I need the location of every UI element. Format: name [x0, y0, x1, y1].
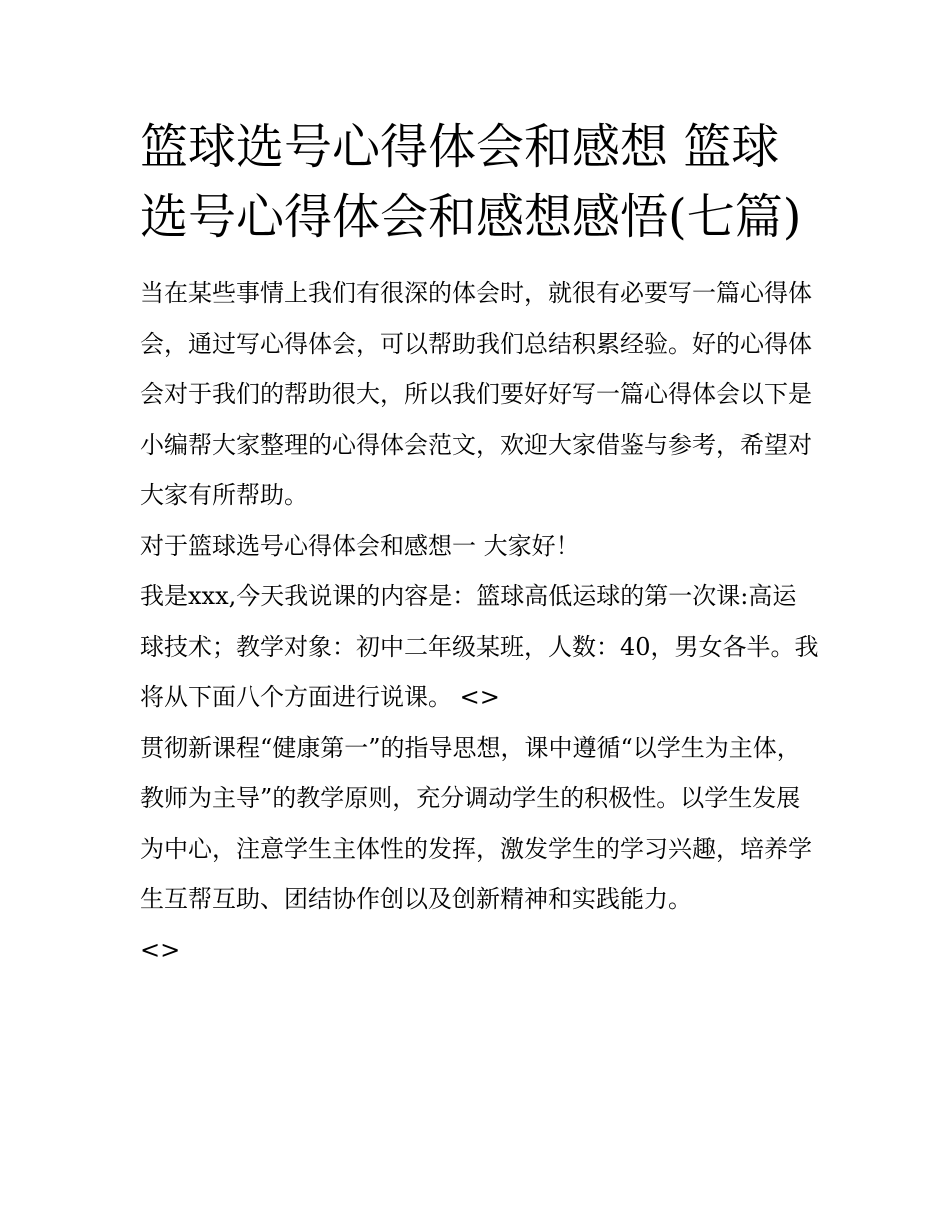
- paragraph-lesson-info: 我是xxx,今天我说课的内容是：篮球高低运球的第一次课:高运球技术；教学对象：初中二年级某班，人数：40，男女各半。我将从下面八个方面进行说课。 <>: [140, 582, 819, 711]
- paragraph-guiding-thought: 贯彻新课程“健康第一”的指导思想，课中遵循“以学生为主体，教师为主导”的教学原则，充分调动学生的积极性。以学生发展为中心，注意学生主体性的发挥，激发学生的学习兴趣，培养学生互帮互助、团结协作创以及创新精神和实践能力。: [140, 733, 812, 913]
- document-body: [140, 112, 820, 975]
- paragraph-greeting: 对于篮球选号心得体会和感想一 大家好！: [140, 531, 580, 560]
- paragraph-intro: 当在某些事情上我们有很深的体会时，就很有必要写一篇心得体会，通过写心得体会，可以帮助我们总结积累经验。好的心得体会对于我们的帮助很大，所以我们要好好写一篇心得体会以下是小编帮大家整理的心得体会范文，欢迎大家借鉴与参考，希望对大家有所帮助。: [140, 279, 812, 509]
- paragraph-placeholder: <>: [140, 935, 181, 964]
- document-title: 篮球选号心得体会和感想 篮球选号心得体会和感想感悟(七篇): [140, 119, 802, 245]
